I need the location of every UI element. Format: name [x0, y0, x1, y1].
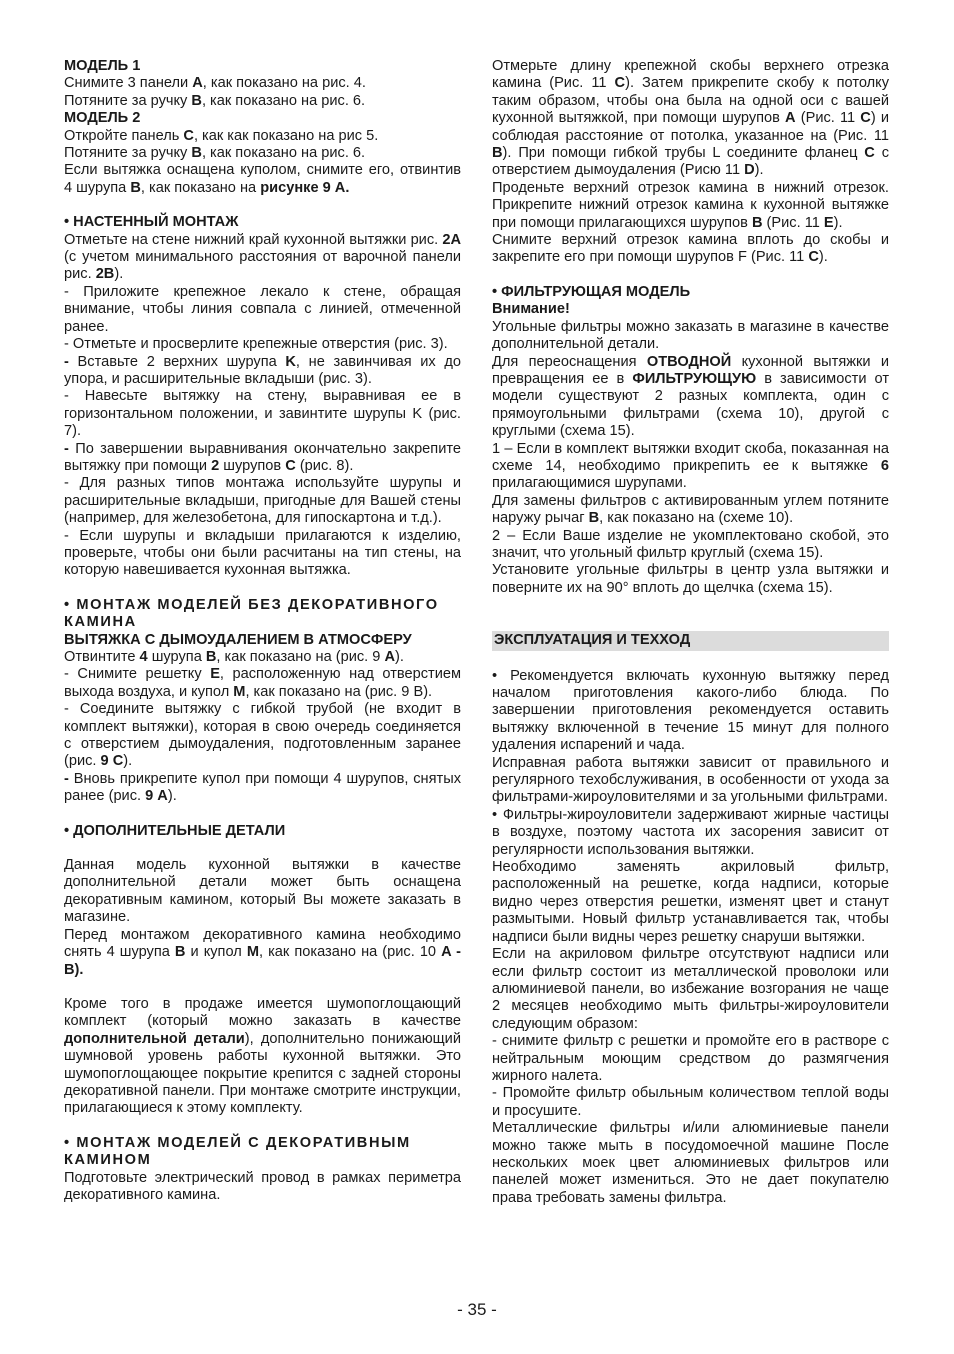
- spacer: [492, 651, 889, 668]
- section-heading: • ФИЛЬТРУЮЩАЯ МОДЕЛЬ: [492, 283, 691, 300]
- paragraph: - Вновь прикрепите купол при помощи 4 шурупов, снятых ранее (рис. 9 A).: [64, 770, 461, 805]
- paragraph: Для переоснащения ОТВОДНОЙ кухонной вытяжки и превращения ее в ФИЛЬТРУЮЩУЮ в зависимости от модели существуют 2 разных комплекта, один с прямоугольными фильтрами (схема 10), другой с круглыми (схема 15).: [492, 353, 890, 440]
- paragraph: Снимите 3 панели A, как показано на рис. 4.: [64, 75, 366, 92]
- paragraph: 1 – Если в комплект вытяжки входит скоба, показанная на схеме 14, необходимо прикрепить ее к вытяжке 6 прилагающимися шурупами.: [492, 440, 889, 492]
- paragraph: Отметьте на стене нижний край кухонной вытяжки рис. 2A (с учетом минимального расстояния от варочной панели рис. 2B).: [64, 231, 461, 283]
- spacer: [64, 840, 461, 857]
- paragraph: Перед монтажом декоративного камина необходимо снять 4 шурупа B и купол M, как показано на (рис. 10 A - B).: [64, 926, 462, 978]
- paragraph: • Рекомендуется включать кухонную вытяжку перед началом приготовления какого-либо блюда. По завершении приготовления рекомендуется оставить вытяжку включенной в течение 15 минут для полного удаления испарений и чада.: [492, 667, 889, 754]
- paragraph: Угольные фильтры можно заказать в магазине в качестве дополнительной детали.: [492, 318, 889, 353]
- paragraph: - По завершении выравнивания окончательно закрепите вытяжку при помощи 2 шурупов C (рис. 8).: [64, 440, 461, 474]
- section-heading: • МОНТАЖ МОДЕЛЕЙ С ДЕКОРАТИВНЫМ КАМИНОМ: [64, 1134, 411, 1169]
- spacer: [492, 267, 889, 284]
- paragraph: Для замены фильтров с активированным углем потяните наружу рычаг B, как показано на (схеме 10).: [492, 492, 889, 527]
- paragraph: Необходимо заменять акриловый фильтр, расположенный на решетке, когда надписи, которые видно через отверстия решетки, изменят цвет и станут размытыми. Новый фильтр устанавливается так, чтобы надписи были видны через решетку снаруши вытяжки.: [492, 859, 889, 945]
- right-column: [492, 58, 889, 1207]
- paragraph: - Промойте фильтр обыльным количеством теплой воды и просушите.: [492, 1085, 889, 1119]
- section-heading: МОДЕЛЬ 2: [64, 110, 141, 127]
- section-heading: • ДОПОЛНИТЕЛЬНЫЕ ДЕТАЛИ: [64, 822, 286, 839]
- paragraph: Снимите верхний отрезок камина вплоть до скобы и закрепите его при помощи шурупов F (Рис. 11 C).: [492, 232, 889, 266]
- paragraph: - Соедините вытяжку с гибкой трубой (не входит в комплект вытяжки), которая в свою очередь соединяется с отверстием дымоудаления, подготовленным заранее (рис. 9 C).: [64, 701, 461, 770]
- paragraph: - Отметьте и просверлите крепежные отверстия (рис. 3).: [64, 336, 448, 353]
- paragraph: - снимите фильтр с решетки и промойте его в растворе с нейтральным моющим средством до размягчения жирного налета.: [492, 1033, 889, 1084]
- spacer: [64, 197, 461, 214]
- paragraph: Кроме того в продаже имеется шумопоглощающий комплект (который можно заказать в качестве дополнительной детали), дополнительно понижающий шумновой уровень работы кухонной вытяжки. Это шумопоглощающее покрытие крепится с задней стороны декоративной панели. При монтаже смотрите инструкции, прилагающиеся к этому комплекту.: [64, 995, 461, 1117]
- section-band-heading: ЭКСПЛУАТАЦИЯ И ТЕХХОД: [492, 631, 889, 650]
- section-heading: ВЫТЯЖКА С ДЫМОУДАЛЕНИЕМ В АТМОСФЕРУ: [64, 631, 412, 648]
- left-column: [64, 58, 461, 1204]
- paragraph: Отмерьте длину крепежной скобы верхнего отрезка камина (Рис. 11 C). Затем прикрепите скобу к потолку таким образом, чтобы она была на одной оси с вашей кухонной вытяжкой, при помощи шурупов A (Рис. 11 C) и соблюдая расстояние от потолка, указанное на (Рис. 11 B). При помощи гибкой трубы L соедините фланец C с отверстием дымоудаления (Рисю 11 D).: [492, 58, 889, 179]
- paragraph: - Навесьте вытяжку на стену, выравнивая ее в горизонтальном положении, и завинтите шурупы K (рис. 7).: [64, 388, 461, 440]
- paragraph: - Приложите крепежное лекало к стене, обращая внимание, чтобы линия совпала с линией, отмеченной ранее.: [64, 283, 461, 335]
- paragraph: Потяните за ручку B, как показано на рис. 6.: [64, 92, 366, 109]
- paragraph: Потяните за ручку B, как показано на рис. 6.: [64, 145, 366, 162]
- paragraph: Если вытяжка оснащена куполом, снимите его, отвинтив 4 шурупа B, как показано на рисунке 9 A.: [64, 162, 461, 196]
- paragraph: 2 – Если Ваше изделие не укомплектовано скобой, это значит, что угольный фильтр круглый (схема 15).: [492, 527, 889, 561]
- paragraph: Отвинтите 4 шурупа B, как показано на (рис. 9 A).: [64, 649, 404, 665]
- paragraph: Установите угольные фильтры в центр узла вытяжки и поверните их на 90° вплоть до щелчка (схема 15).: [492, 562, 889, 596]
- page-number: - 35 -: [457, 1300, 497, 1319]
- spacer: [64, 1118, 461, 1135]
- section-heading: МОДЕЛЬ 1: [64, 58, 141, 74]
- section-heading: Внимание!: [492, 301, 570, 318]
- spacer: [492, 597, 889, 614]
- spacer: [64, 580, 461, 597]
- paragraph: Откройте панель C, как как показано на рис 5.: [64, 127, 379, 144]
- paragraph: Подготовьте электрический провод в рамках периметра декоративного камина.: [64, 1169, 461, 1203]
- spacer: [64, 806, 461, 823]
- paragraph: - Вставьте 2 верхних шурупа K, не завинчивая их до упора, и расширительные вкладыши (рис. 3).: [64, 353, 461, 387]
- paragraph: Металлические фильтры и/или алюминиевые панели можно также мыть в посудомоечной машине После нескольких моек цвет алюминиевых фильтров или панелей может измениться. Это не дает покупателю права требовать замены фильтра.: [492, 1120, 889, 1206]
- paragraph: Исправная работа вытяжки зависит от правильного и регулярного техобслуживания, в особенности от ухода за фильтрами-жироуловителями и за угольными фильтрами.: [492, 754, 889, 806]
- section-heading: • МОНТАЖ МОДЕЛЕЙ БЕЗ ДЕКОРАТИВНОГО КАМИНА: [64, 596, 439, 631]
- paragraph: Проденьте верхний отрезок камина в нижний отрезок. Прикрепите нижний отрезок камина к кухонной вытяжке при помощи прилагающихся шурупов B (Рис. 11 E).: [492, 179, 889, 231]
- paragraph: - Для разных типов монтажа используйте шурупы и расширительные вкладыши, пригодные для Вашей стены (например, для железобетона, для гипоскартона и т.д.).: [64, 475, 461, 527]
- paragraph: Данная модель кухонной вытяжки в качестве дополнительной детали может быть оснащена декоративным камином, который Вы можете заказать в магазине.: [64, 857, 461, 926]
- spacer: [492, 614, 889, 631]
- spacer: [64, 979, 461, 996]
- paragraph: Если на акриловом фильтре отсутствуют надписи или если фильтр состоит из металлической проволоки или алюминиевой панели, во избежание возгорания не чаще 2 месяцев необходимо мыть фильтры-жироуловители следующим образом:: [492, 946, 889, 1032]
- paragraph: - Если шурупы и вкладыши прилагаются к изделию, проверьте, чтобы они были расчитаны на тип стены, на которую навешивается кухонная вытяжка.: [64, 527, 461, 579]
- paragraph: • Фильтры-жироуловители задерживают жирные частицы в воздухе, поэтому частота их засорения зависит от регулярности использования вытяжки.: [492, 806, 889, 858]
- paragraph: - Снимите решетку E, расположенную над отверстием выхода воздуха, и купол M, как показано на (рис. 9 B).: [64, 666, 461, 700]
- section-heading: • НАСТЕННЫЙ МОНТАЖ: [64, 214, 239, 231]
